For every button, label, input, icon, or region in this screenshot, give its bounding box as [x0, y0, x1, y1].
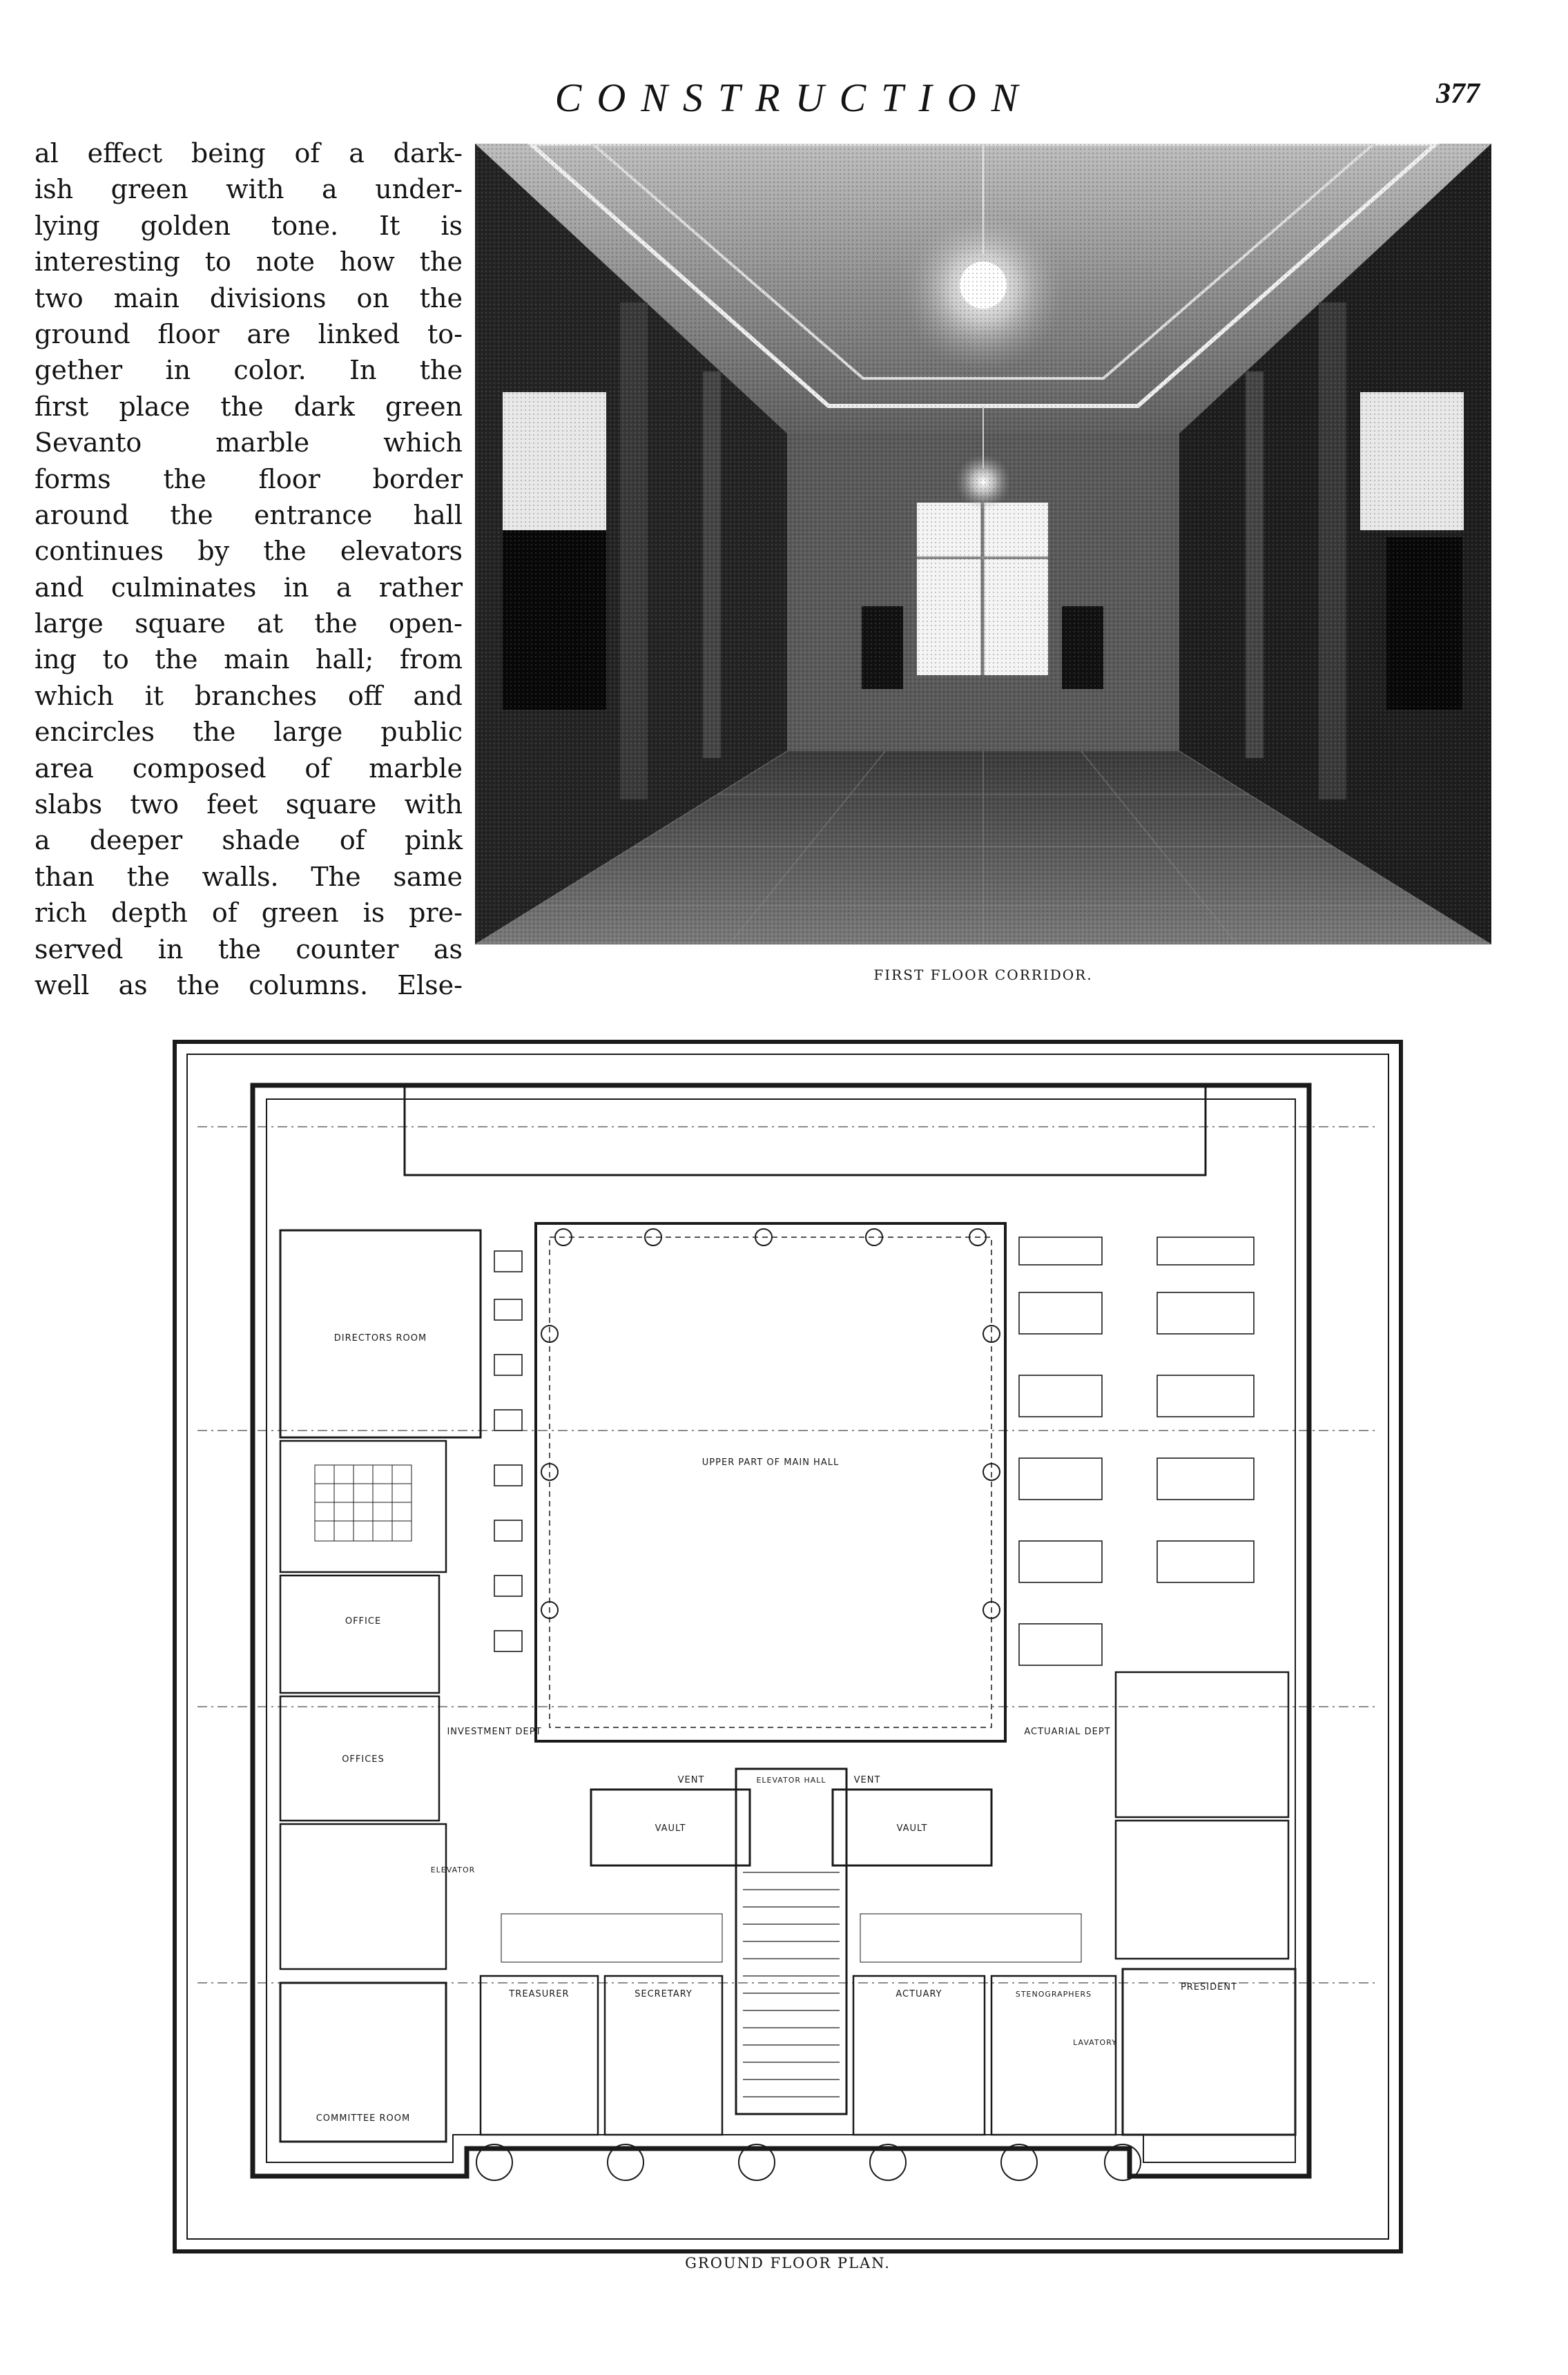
label-vent-left: VENT: [677, 1775, 705, 1785]
label-secretary: SECRETARY: [635, 1989, 693, 1999]
body-line: than the walls. The same: [35, 861, 463, 892]
label-committee-room: COMMITTEE ROOM: [316, 2113, 411, 2124]
body-line: al effect being of a dark-: [35, 138, 463, 168]
label-president: PRESIDENT: [1180, 1982, 1238, 1993]
body-line: ing to the main hall; from: [35, 644, 463, 675]
label-lavatory: LAVATORY: [1073, 2038, 1117, 2047]
label-treasurer: TREASURER: [509, 1989, 570, 1999]
floor-plan: [173, 1040, 1403, 2253]
body-line: lying golden tone. It is: [35, 210, 463, 241]
body-line: served in the counter as: [35, 933, 463, 964]
body-line: and culminates in a rather: [35, 572, 463, 603]
label-elevator: ELEVATOR: [430, 1865, 476, 1874]
body-line: Sevanto marble which: [35, 427, 463, 458]
label-vault-left: VAULT: [655, 1823, 686, 1834]
label-office: OFFICE: [345, 1616, 382, 1627]
body-line: gether in color. In the: [35, 355, 463, 386]
body-line: slabs two feet square with: [35, 789, 463, 820]
body-line: forms the floor border: [35, 463, 463, 494]
body-line: ish green with a under-: [35, 174, 463, 205]
body-text-column: [35, 135, 463, 1003]
label-directors-room: DIRECTORS ROOM: [333, 1333, 427, 1344]
label-investment-dept: INVESTMENT DEPT: [447, 1727, 542, 1737]
label-main-hall: UPPER PART OF MAIN HALL: [701, 1457, 840, 1468]
body-line: area composed of marble: [35, 753, 463, 784]
body-line: well as the columns. Else-: [35, 969, 463, 1000]
body-line: continues by the elevators: [35, 536, 463, 567]
label-vent-right: VENT: [853, 1775, 881, 1785]
body-line: interesting to note how the: [35, 246, 463, 278]
body-line: a deeper shade of pink: [35, 825, 463, 856]
photo-caption: FIRST FLOOR CORRIDOR.: [873, 967, 1093, 983]
body-line: around the entrance hall: [35, 499, 463, 530]
label-actuary: ACTUARY: [896, 1989, 942, 1999]
running-title: CONSTRUCTION: [554, 75, 1034, 120]
body-line: large square at the open-: [35, 608, 463, 639]
label-elevator-hall: ELEVATOR HALL: [756, 1776, 826, 1785]
floor-plan-drawing: [177, 1044, 1399, 2249]
label-actuarial-dept: ACTUARIAL DEPT: [1024, 1727, 1111, 1737]
label-stenographers: STENOGRAPHERS: [1015, 1990, 1092, 1999]
body-line: ground floor are linked to-: [35, 318, 463, 349]
body-line: rich depth of green is pre-: [35, 898, 463, 929]
body-line: encircles the large public: [35, 717, 463, 748]
body-line: first place the dark green: [35, 391, 463, 422]
label-vault-right: VAULT: [896, 1823, 928, 1834]
page-number: 377: [1436, 78, 1480, 110]
label-offices: OFFICES: [342, 1754, 385, 1765]
corridor-photo: [475, 144, 1491, 944]
body-line: two main divisions on the: [35, 282, 463, 313]
plan-caption: GROUND FLOOR PLAN.: [685, 2255, 891, 2271]
body-line: which it branches off and: [35, 680, 463, 711]
